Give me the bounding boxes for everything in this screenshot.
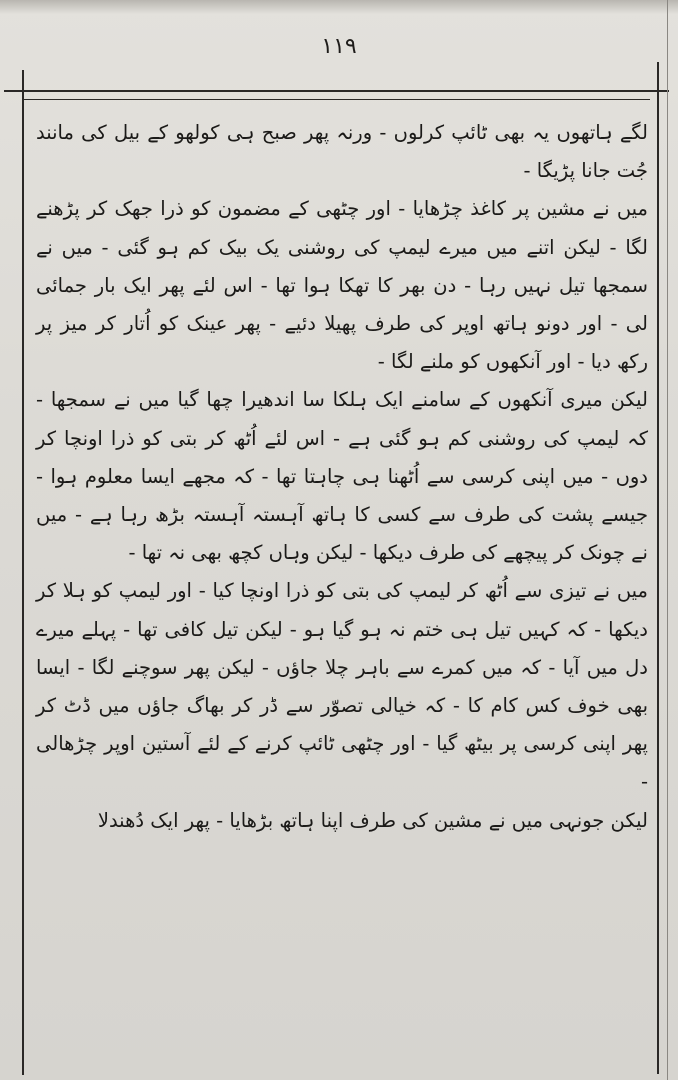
paragraph-1: لگے ہاتھوں یہ بھی ٹائپ کرلوں - ورنہ پھر صبح ہی کولھو کے بیل کی مانند جُت جانا پڑیگا -: [36, 121, 648, 183]
urdu-text-body: [36, 114, 648, 840]
paragraph-2: میں نے مشین پر کاغذ چڑھایا - اور چٹھی کے مضمون کو ذرا جھک کر پڑھنے لگا - لیکن اتنے میں میرے لیمپ کی روشنی یک بیک کم ہو گئی - میں نے سمجھا تیل نہیں رہا - دن بھر کا تھکا ہوا تھا - اس لئے پھر ایک بار جمائی لی - اور دونو ہاتھ اوپر کی طرف پھیلا دئیے - پھر عینک کو اُتار کر میز پر رکھ دیا - اور آنکھوں کو ملنے لگا -: [36, 197, 648, 374]
frame-rule-top-inner: [22, 99, 650, 100]
page-number: ۱۱۹: [321, 34, 357, 59]
page-fold-line: [667, 0, 668, 1080]
paragraph-4: میں نے تیزی سے اُٹھ کر لیمپ کی بتی کو ذرا اونچا کیا - اور لیمپ کو ہلا کر دیکھا - کہ کہیں تیل ہی ختم نہ ہو گیا ہو - لیکن تیل کافی تھا - پہلے میرے دل میں آیا - کہ میں کمرے سے باہر چلا جاؤں - لیکن پھر سوچنے لگا - ایسا بھی خوف کس کام کا - کہ خیالی تصوّر سے ڈر کر بھاگ جاؤں میں ڈٹ کر پھر اپنی کرسی پر بیٹھ گیا - اور چٹھی ٹائپ کرنے کے لئے آستین اوپر چڑھالی -: [36, 579, 648, 794]
paragraph-3: لیکن میری آنکھوں کے سامنے ایک ہلکا سا اندھیرا چھا گیا میں نے سمجھا - کہ لیمپ کی روشنی کم ہو گئی ہے - اس لئے اُٹھ کر بتی کو ذرا اونچا کر دوں - میں اپنی کرسی سے اُٹھنا ہی چاہتا تھا - کہ مجھے ایسا معلوم ہوا - جیسے پشت کی طرف سے کسی کا ہاتھ آہستہ آہستہ بڑھ رہا ہے - میں نے چونک کر پیچھے کی طرف دیکھا - لیکن وہاں کچھ بھی نہ تھا -: [36, 388, 648, 565]
frame-rule-top: [4, 90, 669, 92]
paragraph-5: لیکن جونہی میں نے مشین کی طرف اپنا ہاتھ بڑھایا - پھر ایک دُھندلا: [97, 808, 648, 832]
frame-rule-right: [657, 62, 659, 1074]
frame-rule-left: [22, 70, 24, 1075]
page-top-edge: [0, 0, 678, 14]
